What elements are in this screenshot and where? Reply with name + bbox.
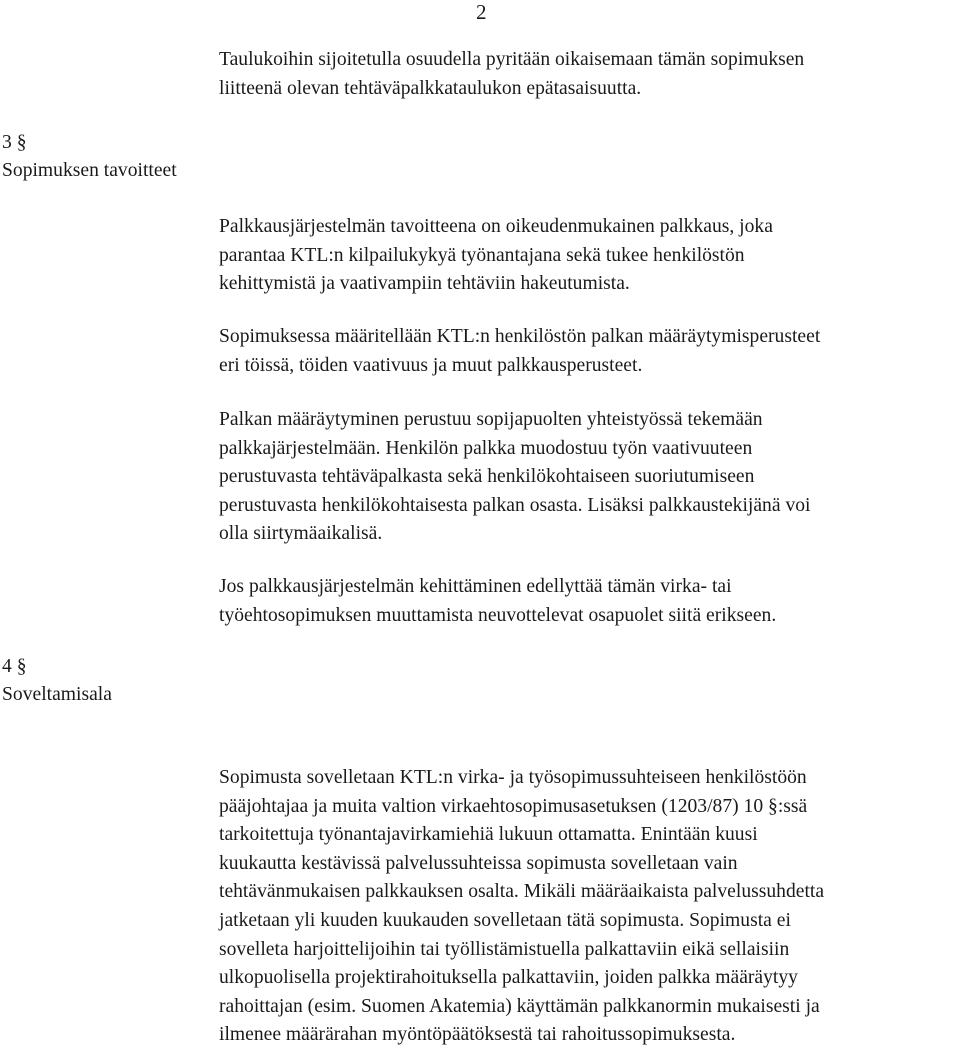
page-number: 2: [476, 0, 487, 24]
text-line: Taulukoihin sijoitetulla osuudella pyritään oikaisemaan tämän sopimuksen: [219, 49, 805, 70]
text-line: Jos palkkausjärjestelmän kehittäminen edellyttää tämän virka- tai: [219, 576, 732, 597]
text-line: olla siirtymäaikalisä.: [219, 523, 383, 545]
text-line: Palkan määräytyminen perustuu sopijapuolten yhteistyössä tekemään: [219, 409, 763, 430]
text-line: rahoittajan (esim. Suomen Akatemia) käyttämän palkkanormin mukaisesti ja: [219, 995, 820, 1017]
section-number: 4 §: [2, 656, 27, 677]
section-number: 3 §: [2, 132, 27, 153]
text-line: Sopimuksessa määritellään KTL:n henkilöstön palkan määräytymisperusteet: [219, 326, 821, 347]
text-line: työehtosopimuksen muuttamista neuvottelevat osapuolet siitä erikseen.: [219, 604, 777, 626]
section-3-paragraph-1: [219, 213, 954, 299]
section-title: Soveltamisala: [2, 684, 112, 705]
text-line: tehtävänmukaisen palkkauksen osalta. Mikäli määräaikaista palvelussuhdetta: [219, 881, 825, 903]
section-title: Sopimuksen tavoitteet: [2, 160, 177, 181]
text-line: ulkopuolisella projektirahoituksella palkattaviin, joiden palkka määräytyy: [219, 967, 798, 989]
text-line: parantaa KTL:n kilpailukykyä työnantajana sekä tukee henkilöstön: [219, 244, 745, 266]
text-line: kehittymistä ja vaativampiin tehtäviin hakeutumista.: [219, 273, 630, 295]
text-line: perustuvasta henkilökohtaisesta palkan osasta. Lisäksi palkkaustekijänä voi: [219, 494, 811, 516]
text-line: pääjohtajaa ja muita valtion virkaehtosopimusasetuksen (1203/87) 10 §:ssä: [219, 795, 808, 817]
section-3-paragraph-3: [219, 406, 954, 549]
section-3-heading: [2, 129, 177, 185]
text-line: kuukautta kestävissä palvelussuhteissa sopimusta sovelletaan vain: [219, 852, 738, 874]
text-line: eri töissä, töiden vaativuus ja muut palkkausperusteet.: [219, 354, 643, 376]
text-line: jatketaan yli kuuden kuukauden sovelletaan tätä sopimusta. Sopimusta ei: [219, 909, 791, 931]
text-line: ilmenee määrärahan myöntöpäätöksestä tai rahoitussopimuksesta.: [219, 1024, 736, 1046]
section-3-paragraph-2: [219, 323, 954, 380]
text-line: palkkajärjestelmään. Henkilön palkka muodostuu työn vaativuuteen: [219, 437, 753, 459]
section-3-paragraph-4: [219, 573, 954, 630]
text-line: tarkoitettuja työnantajavirkamiehiä lukuun ottamatta. Enintään kuusi: [219, 824, 758, 846]
text-line: sovelleta harjoittelijoihin tai työllistämistuella palkattaviin eikä sellaisiin: [219, 938, 790, 960]
text-line: perustuvasta tehtäväpalkasta sekä henkilökohtaiseen suoriutumiseen: [219, 466, 755, 488]
text-line: Sopimusta sovelletaan KTL:n virka- ja työsopimussuhteiseen henkilöstöön: [219, 767, 807, 788]
text-line: Palkkausjärjestelmän tavoitteena on oikeudenmukainen palkkaus, joka: [219, 216, 773, 237]
text-line: liitteenä olevan tehtäväpalkkataulukon epätasaisuutta.: [219, 77, 642, 99]
intro-paragraph: [219, 46, 954, 103]
section-4-paragraph-1: [219, 764, 954, 1050]
section-4-heading: [2, 653, 112, 709]
